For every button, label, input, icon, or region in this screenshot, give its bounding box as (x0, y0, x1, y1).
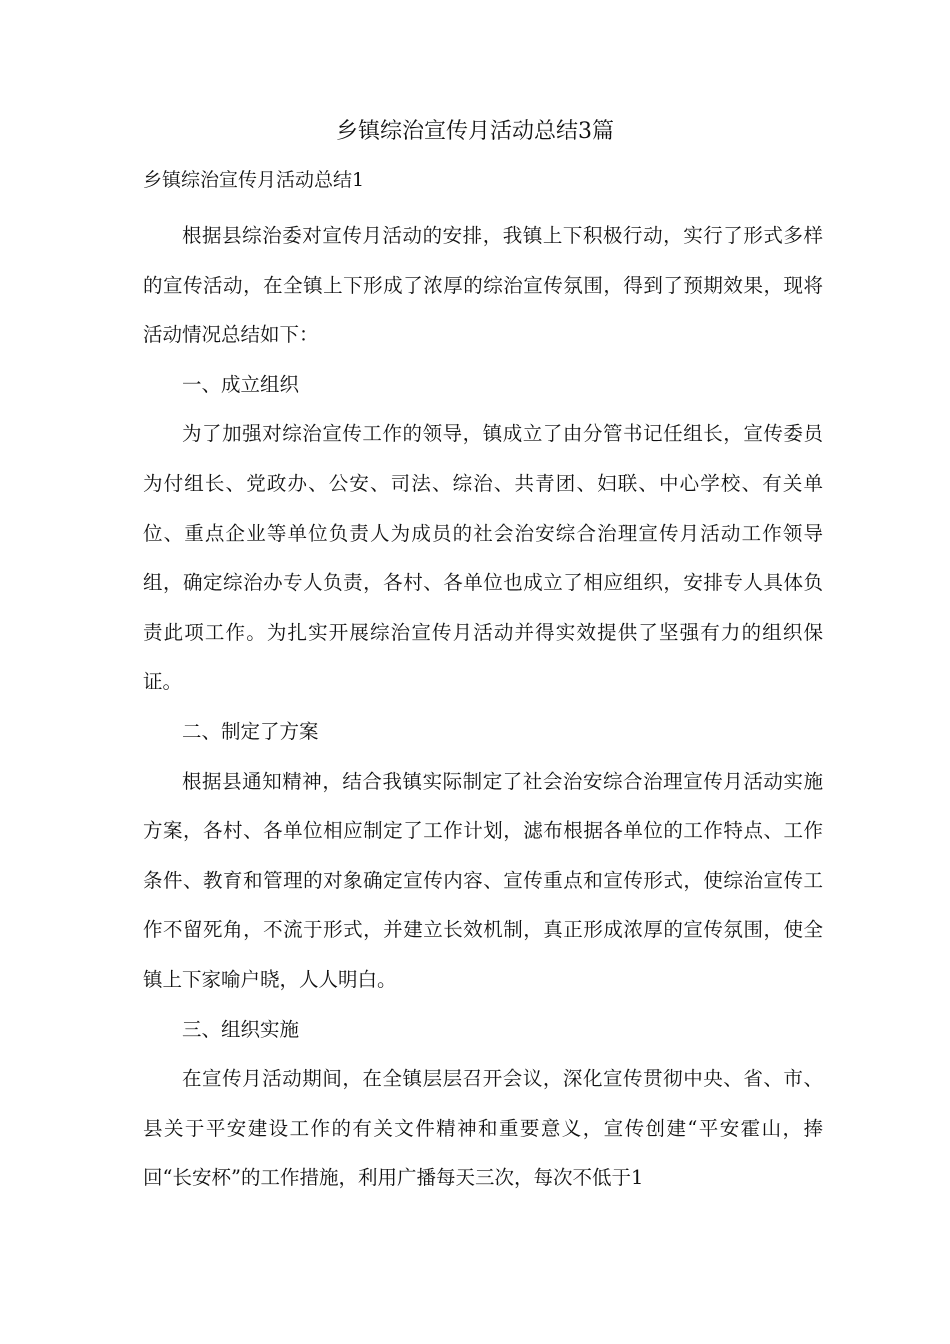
section-heading-3: 三、组织实施 (182, 1017, 300, 1041)
section-paragraph-1: 为了加强对综治宣传工作的领导，镇成立了由分管书记任组长，宣传委员为付组长、党政办、公安、司法、综治、共青团、妇联、中心学校、有关单位、重点企业等单位负责人为成员的社会治安综合治理宣传月活动工作领导组，确定综治办专人负责，各村、各单位也成立了相应组织，安排专人具体负责此项工作。为扎实开展综治宣传月活动并得实效提供了坚强有力的组织保证。 (143, 422, 823, 694)
document-body (143, 211, 823, 1203)
section-paragraph-3: 在宣传月活动期间，在全镇层层召开会议，深化宣传贯彻中央、省、市、县关于平安建设工作的有关文件精神和重要意义，宣传创建“平安霍山，捧回“长安杯”的工作措施，利用广播每天三次，每次不低于1 (143, 1067, 823, 1190)
section-paragraph-2: 根据县通知精神，结合我镇实际制定了社会治安综合治理宣传月活动实施方案，各村、各单位相应制定了工作计划，滤布根据各单位的工作特点、工作条件、教育和管理的对象确定宣传内容、宣传重点和宣传形式，使综治宣传工作不留死角，不流于形式，并建立长效机制，真正形成浓厚的宣传氛围，使全镇上下家喻户晓，人人明白。 (143, 769, 823, 991)
section-heading-2: 二、制定了方案 (182, 719, 319, 743)
intro-paragraph: 根据县综治委对宣传月活动的安排，我镇上下积极行动，实行了形式多样的宣传活动，在全镇上下形成了浓厚的综治宣传氛围，得到了预期效果，现将活动情况总结如下： (143, 224, 823, 347)
document-title: 乡镇综治宣传月活动总结3篇 (336, 119, 614, 144)
section-heading-1: 一、成立组织 (182, 372, 300, 396)
document-subtitle: 乡镇综治宣传月活动总结1 (143, 169, 365, 191)
